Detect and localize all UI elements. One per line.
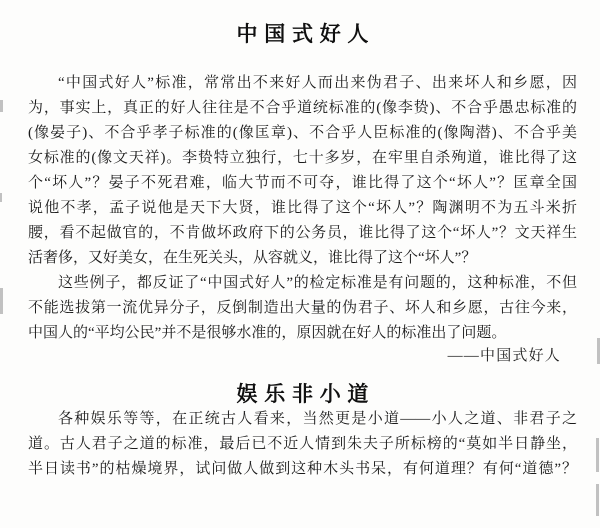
scan-artifact	[596, 484, 599, 516]
scan-artifact	[0, 288, 3, 314]
scan-artifact	[0, 193, 2, 202]
text-line: 不能选拔第一流优异分子，反倒制造出大量的伪君子、坏人和乡愿，古往今来，	[28, 300, 577, 316]
text-line: (像晏子)、不合乎孝子标准的(像匡章)、不合乎人臣标准的(像陶潜)、不合乎美	[28, 125, 577, 141]
text-line: 为，事实上，真正的好人往往是不合乎道统标准的(像李贽)、不合乎愚忠标准的	[28, 100, 577, 116]
scan-artifact	[0, 100, 3, 112]
page-content	[28, 0, 577, 482]
text-line: 女标准的(像文天祥)。李贽特立独行，七十多岁，在牢里自杀殉道，谁比得了这	[28, 150, 577, 166]
paragraph	[28, 407, 577, 482]
text-line: 各种娱乐等等，在正统古人看来，当然更是小道——小人之道、非君子之	[58, 411, 577, 427]
text-line: 腰，看不起做官的，不肯做坏政府下的公务员，谁比得了这个“坏人”？文天祥生	[28, 225, 577, 241]
text-line: 个“坏人”？晏子不死君难，临大节而不可夺，谁比得了这个“坏人”？匡章全国	[28, 175, 577, 191]
text-line: 说他不孝，孟子说他是天下大贤，谁比得了这个“坏人”？陶渊明不为五斗米折	[28, 200, 577, 216]
text-line: 道。古人君子之道的标准，最后已不近人情到朱夫子所标榜的“莫如半日静坐，	[28, 436, 577, 452]
paragraph	[28, 71, 577, 271]
text-line: 中国人的“平均公民”并不是很够水准的，原因就在好人的标准出了问题。	[28, 325, 507, 341]
paragraph	[28, 271, 577, 346]
text-line: 活奢侈，又好美女，在生死关头，从容就义，谁比得了这个“坏人”？	[28, 250, 477, 266]
article-title-entertainment-not-minor: 娱乐非小道	[236, 382, 376, 406]
article-title-chinese-style-good-person: 中国式好人	[236, 22, 376, 46]
text-line: “中国式好人”标准，常常出不来好人而出来伪君子、出来坏人和乡愿，因	[58, 75, 577, 91]
scan-artifact	[596, 438, 599, 472]
text-line: 这些例子，都反证了“中国式好人”的检定标准是有问题的，这种标准，不但	[58, 275, 577, 291]
text-line: 半日读书”的枯燥境界，试问做人做到这种木头书呆，有何道理？有何“道德”？	[28, 461, 577, 477]
attribution-source: ——中国式好人	[447, 348, 561, 364]
